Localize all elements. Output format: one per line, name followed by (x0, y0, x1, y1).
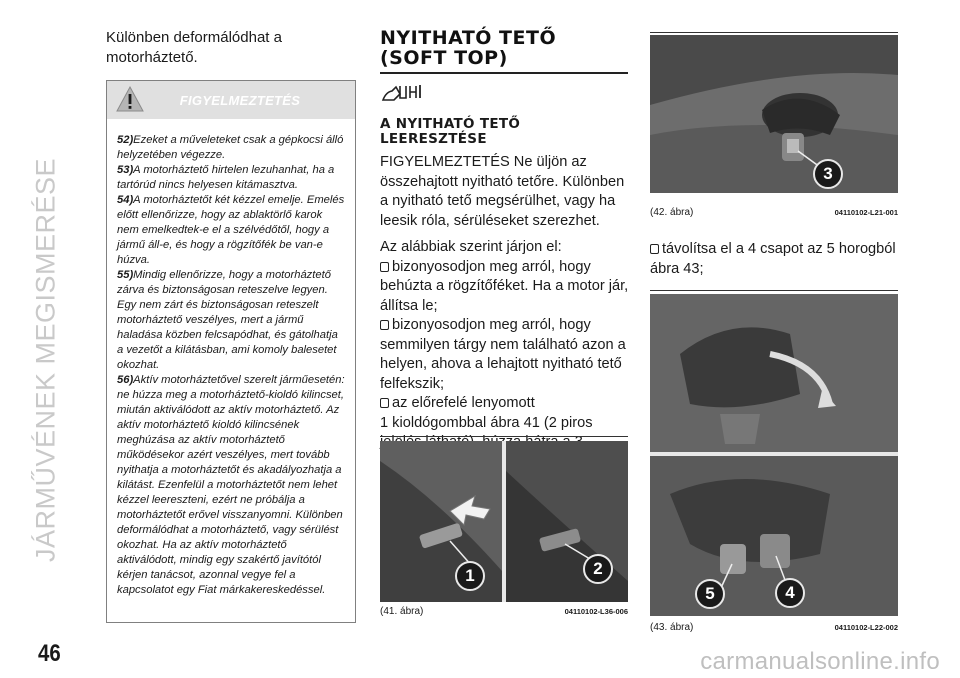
page-number: 46 (38, 640, 61, 667)
figure-41-code: 04110102-L36-006 (564, 607, 628, 616)
figure-42-image (650, 35, 898, 193)
figure-42-illustration (650, 35, 898, 193)
bullet-item (380, 316, 632, 394)
figure-41-caption (380, 606, 628, 617)
figure-42-code: 04110102-L21-001 (834, 208, 898, 217)
warning-text: Mindig ellenőrizze, hogy a motorháztető zárva és biztonságosan reteszelve legyen. Egy nem zárt és biztonságosan reteszelt motorháztető veszélyes, mert a jármű haladása közben felcsapódhat, és gátolhatja a vezetőt a kilátásban, ami komoly balesetet okozhat. (117, 269, 338, 371)
warning-text: Aktív motorháztetővel szerelt járműesetén: ne húzza meg a motorháztető-kioldó kilincset, miután aktiválódott az aktív motorháztető. Az aktív motorháztető kioldó kilincsének meghúzása az aktív motorháztető működésekor azért veszélyes, mert tovább nyithatja a motorháztetőt és akadályozhatja a kilátást. Ezenfelül a motorháztetőt nem lehet kézzel leereszteni, ezért ne próbálja a motorháztetőt erővel visszanyomni. Különben deformálódhat a motorháztető, vagy sérülést okozhat. Ha az aktív motorháztető aktiválódott, mindig egy szakértő javítótól kérjen tanácsot, azonnal vegye fel a kapcsolatot egy Fiat márkakereskedéssel. (117, 374, 345, 596)
warning-number: 55) (117, 269, 134, 281)
figure-43-label: (43. ábra) (650, 622, 694, 633)
warning-number: 53) (117, 164, 134, 176)
figure-43-image (650, 294, 898, 616)
warning-box (106, 80, 356, 623)
warning-title: FIGYELMEZTETÉS (179, 92, 301, 108)
bullet-box-icon (380, 262, 389, 272)
paragraph-release: 1 kioldógombbal ábra 41 (2 piros (380, 414, 593, 431)
figure-42-caption (650, 207, 898, 218)
bullet-text: távolítsa el a 4 csapot az 5 horogból ábra 43; (650, 241, 896, 277)
heading-rule (380, 72, 628, 74)
warning-text: Ezeket a műveleteket csak a gépkocsi álló helyzetében végezze. (117, 134, 344, 161)
callout-2: 2 (583, 554, 613, 584)
warning-triangle-icon (115, 85, 145, 113)
warning-body (107, 119, 355, 598)
figure-43-illustration (650, 294, 898, 616)
figure-rule (650, 290, 898, 291)
section-heading (380, 28, 632, 68)
warning-item (117, 133, 345, 163)
warning-header (107, 81, 355, 119)
bullet-item (380, 394, 632, 414)
bullet-box-icon (380, 320, 389, 330)
section-heading-line1: NYITHATÓ TETŐ (380, 27, 557, 49)
section-heading-line2: (SOFT TOP) (380, 47, 508, 69)
bullet-box-icon (650, 244, 659, 254)
soft-top-pictogram-icon (380, 82, 424, 104)
subsection-heading (380, 117, 632, 147)
bullet-box-icon (380, 398, 389, 408)
bullet-text: az előrefelé lenyomott (392, 395, 535, 411)
warning-item (117, 268, 345, 373)
callout-4: 4 (775, 578, 805, 608)
paragraph-caution: FIGYELMEZTETÉS Ne üljön az összehajtott nyitható tetőre. Különben a nyitható tető megsérülhet, vagy ha leesik róla, sérüléseket szerezhet. (380, 154, 625, 229)
paragraph-procedure: Az alábbiak szerint járjon el: (380, 239, 562, 255)
figure-43-caption (650, 622, 898, 633)
column-1 (106, 28, 358, 623)
warning-number: 52) (117, 134, 134, 146)
callout-5: 5 (695, 579, 725, 609)
callout-3: 3 (813, 159, 843, 189)
figure-41-label: (41. ábra) (380, 606, 424, 617)
column-2 (380, 28, 632, 479)
warning-text: A motorháztetőt két kézzel emelje. Emelés előtt ellenőrizze, hogy az ablaktörlő karok nem emelkedtek-e el a szélvédőtől, hogy a jármű áll-e, és hogy a rögzítőfék be van-e húzva. (117, 194, 345, 266)
intro-text: Különben deformálódhat a motorháztető. (106, 29, 282, 66)
bullet-item (380, 258, 632, 317)
figure-43-code: 04110102-L22-002 (834, 623, 898, 632)
bullet-text: bizonyosodjon meg arról, hogy semmilyen tárgy nem található azon a helyen, ahova a lehajtott nyitható tető felfekszik; (380, 317, 626, 392)
watermark: carmanualsonline.info (700, 648, 940, 675)
warning-item (117, 193, 345, 268)
warning-number: 54) (117, 194, 134, 206)
subsection-heading-line2: LEERESZTÉSE (380, 131, 487, 147)
callout-1: 1 (455, 561, 485, 591)
figure-41-image (380, 441, 628, 602)
figure-rule (380, 436, 628, 437)
bullet-text: bizonyosodjon meg arról, hogy behúzta a rögzítőféket. Ha a motor jár, állítsa le; (380, 258, 629, 314)
section-title-vertical: JÁRMŰVÉNEK MEGISMERÉSE (30, 157, 61, 563)
figure-rule (650, 32, 898, 33)
warning-text: A motorháztető hirtelen lezuhanhat, ha a tartórúd nincs helyesen kitámasztva. (117, 164, 335, 191)
bullet-item-remove-pin (650, 240, 902, 279)
figure-42-label: (42. ábra) (650, 207, 694, 218)
subsection-heading-line1: A NYITHATÓ TETŐ (380, 116, 521, 132)
warning-item (117, 163, 345, 193)
warning-number: 56) (117, 374, 134, 386)
warning-item (117, 373, 345, 598)
